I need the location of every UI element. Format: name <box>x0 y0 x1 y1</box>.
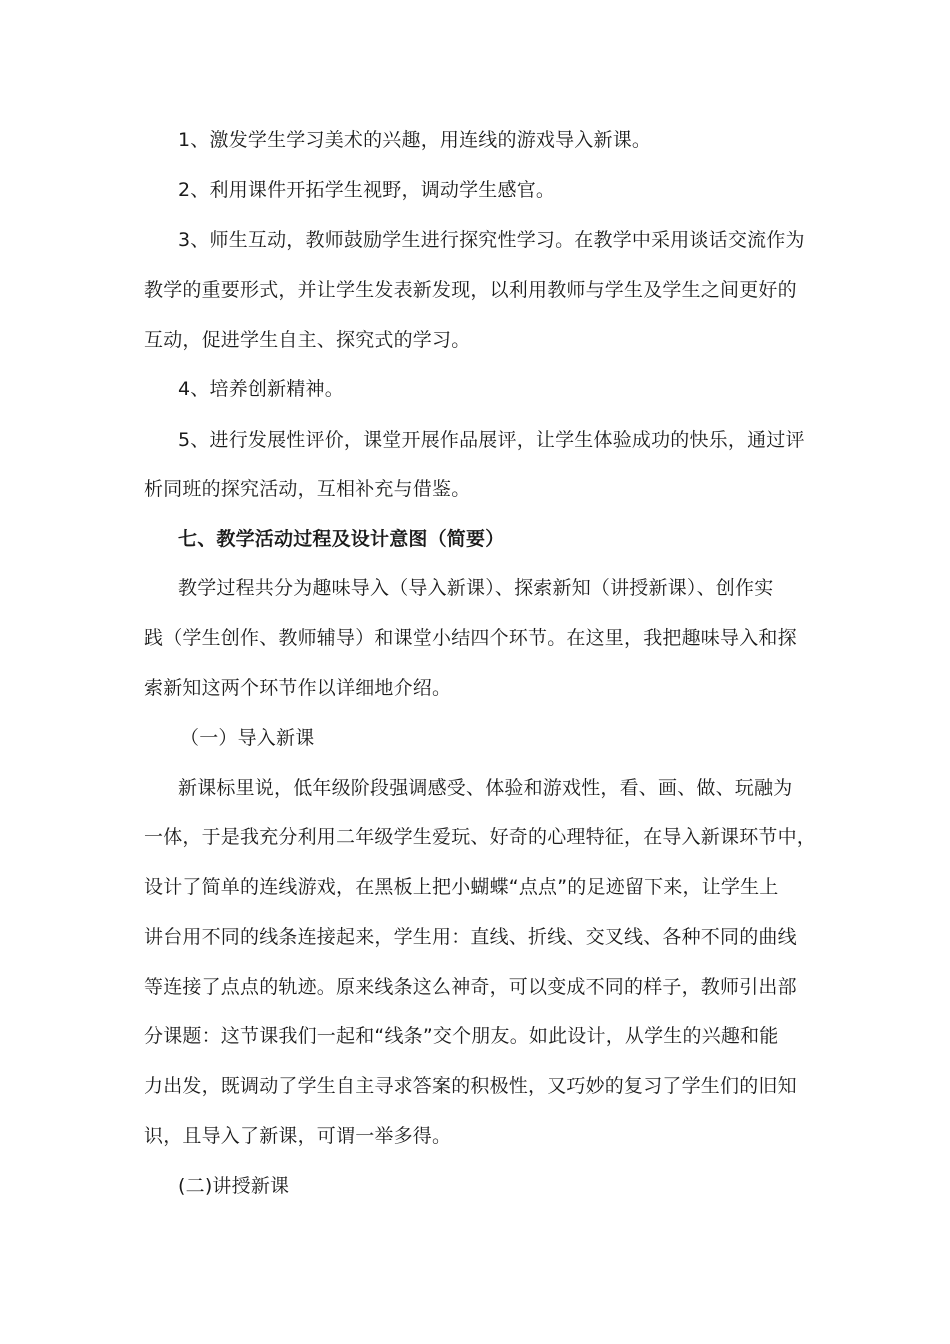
intro-paragraph-line-3: 索新知这两个环节作以详细地介绍。 <box>144 677 452 699</box>
body-paragraph-line-7: 力出发，既调动了学生自主寻求答案的积极性，又巧妙的复习了学生们的旧知 <box>144 1075 797 1097</box>
section-heading: 七、教学活动过程及设计意图（简要） <box>178 528 505 550</box>
objective-line-5: 5、进行发展性评价，课堂开展作品展评，让学生体验成功的快乐，通过评 <box>178 429 805 451</box>
subsection-heading-2: (二)讲授新课 <box>178 1175 290 1197</box>
body-paragraph-line-1: 新课标里说，低年级阶段强调感受、体验和游戏性，看、画、做、玩融为 <box>178 777 793 799</box>
body-paragraph-line-3: 设计了简单的连线游戏，在黑板上把小蝴蝶“点点”的足迹留下来，让学生上 <box>144 876 779 898</box>
objective-line-4: 4、培养创新精神。 <box>178 378 344 400</box>
objective-line-3: 3、师生互动，教师鼓励学生进行探究性学习。在教学中采用谈话交流作为 <box>178 229 805 251</box>
objective-line-3-cont-1: 教学的重要形式，并让学生发表新发现，以利用教师与学生及学生之间更好的 <box>144 279 797 301</box>
body-paragraph-line-5: 等连接了点点的轨迹。原来线条这么神奇，可以变成不同的样子，教师引出部 <box>144 976 797 998</box>
intro-paragraph-line-2: 践（学生创作、教师辅导）和课堂小结四个环节。在这里，我把趣味导入和探 <box>144 627 797 649</box>
body-paragraph-line-8: 识，且导入了新课，可谓一举多得。 <box>144 1125 452 1147</box>
objective-line-5-cont: 析同班的探究活动，互相补充与借鉴。 <box>144 478 471 500</box>
objective-line-3-cont-2: 互动，促进学生自主、探究式的学习。 <box>144 329 471 351</box>
body-paragraph-line-4: 讲台用不同的线条连接起来，学生用：直线、折线、交叉线、各种不同的曲线 <box>144 926 797 948</box>
objective-line-2: 2、利用课件开拓学生视野，调动学生感官。 <box>178 179 556 201</box>
subsection-heading-1: （一）导入新课 <box>180 727 315 749</box>
body-paragraph-line-2: 一体，于是我充分利用二年级学生爱玩、好奇的心理特征，在导入新课环节中， <box>144 826 817 848</box>
intro-paragraph-line-1: 教学过程共分为趣味导入（导入新课）、探索新知（讲授新课）、创作实 <box>178 577 774 599</box>
objective-line-1: 1、激发学生学习美术的兴趣，用连线的游戏导入新课。 <box>178 129 652 151</box>
body-paragraph-line-6: 分课题：这节课我们一起和“线条”交个朋友。如此设计，从学生的兴趣和能 <box>144 1025 779 1047</box>
